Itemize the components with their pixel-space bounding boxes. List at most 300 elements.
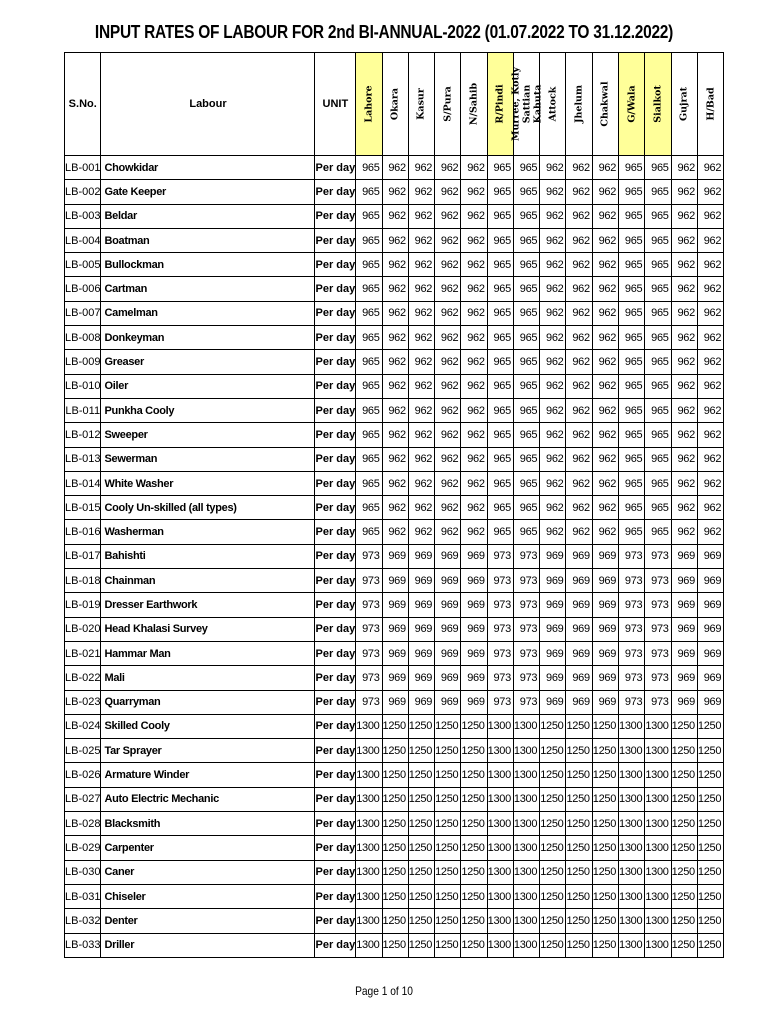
serial-number: LB-018 (65, 569, 101, 593)
rate-cell: 962 (592, 204, 618, 228)
rate-cell: 1250 (461, 909, 487, 933)
rate-cell: 1250 (540, 714, 566, 738)
rate-cell: 965 (487, 180, 513, 204)
city-header-label: Attock (547, 86, 559, 122)
rate-cell: 969 (671, 641, 697, 665)
rate-cell: 1250 (461, 739, 487, 763)
rate-cell: 969 (461, 569, 487, 593)
rate-cell: 965 (513, 277, 539, 301)
rate-cell: 962 (540, 423, 566, 447)
rate-cell: 962 (697, 423, 723, 447)
rate-cell: 1300 (645, 933, 671, 957)
unit-cell: Per day (315, 374, 356, 398)
rate-cell: 965 (487, 398, 513, 422)
city-header (645, 53, 671, 156)
page-footer: Page 1 of 10 (355, 984, 413, 998)
rate-cell: 965 (356, 204, 382, 228)
unit-cell: Per day (315, 836, 356, 860)
rate-cell: 962 (435, 301, 461, 325)
rate-cell: 962 (592, 277, 618, 301)
rate-cell: 973 (645, 666, 671, 690)
rate-cell: 1250 (671, 739, 697, 763)
table-row (65, 909, 724, 933)
rate-cell: 965 (513, 350, 539, 374)
rate-cell: 962 (566, 301, 592, 325)
rate-cell: 965 (513, 180, 539, 204)
rate-cell: 1300 (356, 787, 382, 811)
rate-cell: 962 (382, 471, 408, 495)
labour-name: Blacksmith (101, 812, 315, 836)
rate-cell: 969 (592, 666, 618, 690)
rate-cell: 973 (645, 569, 671, 593)
rate-cell: 962 (382, 204, 408, 228)
rate-cell: 962 (408, 204, 434, 228)
rate-cell: 1250 (382, 884, 408, 908)
rate-cell: 969 (671, 593, 697, 617)
rate-cell: 962 (540, 228, 566, 252)
serial-number: LB-025 (65, 739, 101, 763)
rate-cell: 973 (356, 690, 382, 714)
rate-cell: 962 (382, 301, 408, 325)
rate-cell: 962 (671, 350, 697, 374)
rate-cell: 1250 (461, 714, 487, 738)
rate-cell: 962 (671, 471, 697, 495)
rate-cell: 1250 (408, 933, 434, 957)
rate-cell: 973 (356, 544, 382, 568)
rate-cell: 965 (619, 156, 645, 180)
table-row (65, 180, 724, 204)
rate-cell: 965 (356, 350, 382, 374)
rate-cell: 965 (619, 350, 645, 374)
rate-cell: 969 (461, 617, 487, 641)
table-row (65, 156, 724, 180)
rate-cell: 1250 (671, 909, 697, 933)
labour-name: Beldar (101, 204, 315, 228)
rate-cell: 1300 (487, 812, 513, 836)
rate-cell: 965 (513, 447, 539, 471)
rate-cell: 965 (645, 423, 671, 447)
rate-cell: 965 (619, 253, 645, 277)
rate-cell: 969 (435, 544, 461, 568)
rate-cell: 1300 (356, 739, 382, 763)
unit-cell: Per day (315, 423, 356, 447)
rate-cell: 965 (487, 423, 513, 447)
rate-cell: 1250 (697, 933, 723, 957)
rate-cell: 969 (408, 617, 434, 641)
rate-cell: 1250 (435, 739, 461, 763)
rate-cell: 965 (619, 423, 645, 447)
rate-cell: 969 (540, 641, 566, 665)
rate-cell: 962 (566, 180, 592, 204)
rate-cell: 1250 (540, 909, 566, 933)
unit-cell: Per day (315, 641, 356, 665)
rate-cell: 1250 (435, 787, 461, 811)
rate-cell: 1250 (408, 860, 434, 884)
rate-cell: 965 (513, 253, 539, 277)
rate-cell: 1250 (592, 763, 618, 787)
rate-cell: 973 (356, 593, 382, 617)
rate-cell: 969 (435, 690, 461, 714)
rate-cell: 1250 (671, 933, 697, 957)
rate-cell: 1300 (619, 787, 645, 811)
unit-cell: Per day (315, 569, 356, 593)
rate-cell: 1300 (487, 860, 513, 884)
labour-name: Hammar Man (101, 641, 315, 665)
serial-number: LB-010 (65, 374, 101, 398)
rate-cell: 1300 (645, 909, 671, 933)
rate-cell: 965 (356, 374, 382, 398)
city-header-label: N/Sahib (468, 82, 480, 126)
labour-name: Skilled Cooly (101, 714, 315, 738)
table-row (65, 739, 724, 763)
serial-number: LB-011 (65, 398, 101, 422)
unit-cell: Per day (315, 520, 356, 544)
rate-cell: 1250 (592, 714, 618, 738)
table-row (65, 471, 724, 495)
table-row (65, 496, 724, 520)
rate-cell: 1250 (382, 739, 408, 763)
rate-cell: 973 (645, 641, 671, 665)
rate-cell: 965 (619, 228, 645, 252)
rate-cell: 962 (461, 180, 487, 204)
rate-cell: 1300 (356, 909, 382, 933)
rate-cell: 1300 (619, 933, 645, 957)
rate-cell: 965 (645, 496, 671, 520)
rate-cell: 962 (408, 520, 434, 544)
rate-cell: 965 (356, 277, 382, 301)
rate-cell: 1300 (645, 787, 671, 811)
rate-cell: 965 (487, 374, 513, 398)
rate-cell: 962 (435, 326, 461, 350)
rate-cell: 962 (382, 156, 408, 180)
serial-number: LB-029 (65, 836, 101, 860)
rate-cell: 965 (356, 520, 382, 544)
page-title: INPUT RATES OF LABOUR FOR 2nd BI-ANNUAL-2022 (01.07.2022 TO 31.12.2022) (94, 22, 674, 42)
rate-cell: 962 (461, 398, 487, 422)
rate-cell: 1250 (382, 860, 408, 884)
table-row (65, 423, 724, 447)
rate-cell: 1250 (461, 787, 487, 811)
labour-name: Auto Electric Mechanic (101, 787, 315, 811)
rate-cell: 962 (697, 156, 723, 180)
rate-cell: 1250 (435, 933, 461, 957)
rate-cell: 1250 (382, 812, 408, 836)
rate-cell: 1300 (645, 884, 671, 908)
labour-name: Punkha Cooly (101, 398, 315, 422)
rate-cell: 1250 (592, 787, 618, 811)
rate-cell: 973 (619, 544, 645, 568)
rate-cell: 965 (645, 326, 671, 350)
rate-cell: 1250 (671, 763, 697, 787)
rate-cell: 965 (487, 204, 513, 228)
serial-number: LB-022 (65, 666, 101, 690)
rate-cell: 962 (540, 156, 566, 180)
rate-cell: 1300 (619, 836, 645, 860)
unit-cell: Per day (315, 204, 356, 228)
rate-cell: 962 (540, 520, 566, 544)
table-row (65, 617, 724, 641)
rate-cell: 969 (566, 617, 592, 641)
city-header (697, 53, 723, 156)
rate-cell: 962 (461, 204, 487, 228)
rate-cell: 969 (435, 641, 461, 665)
rate-cell: 969 (566, 690, 592, 714)
serial-number: LB-008 (65, 326, 101, 350)
rate-cell: 962 (461, 350, 487, 374)
city-header (540, 53, 566, 156)
serial-number: LB-005 (65, 253, 101, 277)
rate-cell: 962 (671, 156, 697, 180)
rate-cell: 965 (645, 374, 671, 398)
table-body (65, 156, 724, 958)
unit-cell: Per day (315, 763, 356, 787)
rate-cell: 962 (671, 204, 697, 228)
table-row (65, 787, 724, 811)
rate-cell: 969 (461, 593, 487, 617)
rate-cell: 1300 (513, 933, 539, 957)
rate-cell: 1250 (566, 763, 592, 787)
rate-cell: 1250 (435, 763, 461, 787)
rate-cell: 1250 (435, 909, 461, 933)
rate-cell: 973 (487, 666, 513, 690)
rate-cell: 1250 (592, 860, 618, 884)
rate-cell: 962 (408, 180, 434, 204)
rate-cell: 965 (356, 253, 382, 277)
rate-cell: 962 (461, 156, 487, 180)
rate-cell: 962 (461, 496, 487, 520)
rate-cell: 969 (461, 690, 487, 714)
rate-cell: 969 (540, 690, 566, 714)
rate-cell: 969 (592, 593, 618, 617)
rate-cell: 1250 (408, 836, 434, 860)
rate-cell: 962 (461, 326, 487, 350)
city-header-label: Lahore (363, 85, 375, 123)
labour-name: Carpenter (101, 836, 315, 860)
rate-cell: 1300 (356, 884, 382, 908)
city-header (487, 53, 513, 156)
unit-cell: Per day (315, 666, 356, 690)
rate-cell: 962 (697, 301, 723, 325)
unit-cell: Per day (315, 812, 356, 836)
rate-cell: 969 (697, 641, 723, 665)
rate-cell: 969 (408, 593, 434, 617)
city-header (566, 53, 592, 156)
unit-cell: Per day (315, 884, 356, 908)
rate-cell: 1250 (540, 860, 566, 884)
rate-cell: 1300 (356, 933, 382, 957)
rate-cell: 969 (382, 690, 408, 714)
city-header-label: Jhelum (573, 84, 585, 124)
rate-cell: 962 (382, 496, 408, 520)
labour-name: Gate Keeper (101, 180, 315, 204)
rate-cell: 1250 (435, 884, 461, 908)
rate-cell: 962 (461, 374, 487, 398)
table-row (65, 447, 724, 471)
rate-cell: 962 (540, 447, 566, 471)
rate-cell: 969 (461, 544, 487, 568)
rate-cell: 965 (645, 180, 671, 204)
rate-cell: 962 (671, 423, 697, 447)
city-header-label: S/Pura (442, 86, 454, 122)
rate-cell: 962 (566, 253, 592, 277)
rate-cell: 969 (408, 666, 434, 690)
rate-cell: 965 (513, 204, 539, 228)
rate-cell: 973 (487, 593, 513, 617)
rate-cell: 962 (540, 326, 566, 350)
table-row (65, 544, 724, 568)
rate-cell: 969 (671, 544, 697, 568)
rate-cell: 1250 (697, 787, 723, 811)
rate-cell: 965 (356, 471, 382, 495)
serial-number: LB-012 (65, 423, 101, 447)
rate-cell: 1300 (645, 812, 671, 836)
rate-cell: 1300 (356, 714, 382, 738)
rate-cell: 962 (671, 520, 697, 544)
rate-cell: 969 (592, 641, 618, 665)
rate-cell: 962 (592, 423, 618, 447)
rate-cell: 1250 (408, 812, 434, 836)
rate-cell: 965 (487, 277, 513, 301)
rate-cell: 1250 (566, 739, 592, 763)
labour-name: Denter (101, 909, 315, 933)
city-header-label: H/Bad (705, 87, 717, 121)
rate-cell: 969 (566, 666, 592, 690)
unit-header: UNIT (315, 53, 356, 156)
rate-cell: 962 (382, 228, 408, 252)
sno-header: S.No. (65, 53, 101, 156)
serial-number: LB-015 (65, 496, 101, 520)
rate-cell: 969 (697, 569, 723, 593)
rate-cell: 962 (382, 277, 408, 301)
rate-cell: 1250 (697, 714, 723, 738)
rate-cell: 1250 (435, 860, 461, 884)
rate-cell: 969 (382, 617, 408, 641)
unit-cell: Per day (315, 617, 356, 641)
labour-name: Donkeyman (101, 326, 315, 350)
rate-cell: 969 (408, 569, 434, 593)
rate-cell: 973 (645, 593, 671, 617)
rate-cell: 962 (540, 301, 566, 325)
table-row (65, 641, 724, 665)
rate-cell: 962 (697, 204, 723, 228)
rate-cell: 962 (461, 520, 487, 544)
rate-cell: 962 (461, 447, 487, 471)
rate-cell: 965 (356, 156, 382, 180)
rate-cell: 962 (408, 374, 434, 398)
labour-name: Cartman (101, 277, 315, 301)
rate-cell: 965 (513, 471, 539, 495)
rate-cell: 965 (645, 228, 671, 252)
rate-cell: 962 (435, 374, 461, 398)
rate-cell: 965 (487, 253, 513, 277)
serial-number: LB-013 (65, 447, 101, 471)
rate-cell: 962 (382, 326, 408, 350)
rate-cell: 965 (356, 326, 382, 350)
rate-cell: 969 (382, 593, 408, 617)
unit-cell: Per day (315, 690, 356, 714)
city-header-label: Gujrat (678, 86, 690, 122)
unit-cell: Per day (315, 350, 356, 374)
rate-cell: 1300 (619, 714, 645, 738)
rate-cell: 1250 (697, 812, 723, 836)
rate-cell: 965 (513, 301, 539, 325)
rate-cell: 1250 (461, 860, 487, 884)
rate-cell: 965 (487, 496, 513, 520)
unit-cell: Per day (315, 593, 356, 617)
rate-cell: 965 (645, 447, 671, 471)
rate-cell: 969 (382, 544, 408, 568)
rate-cell: 962 (671, 301, 697, 325)
rate-cell: 962 (540, 253, 566, 277)
rate-cell: 1300 (356, 860, 382, 884)
rate-cell: 962 (540, 204, 566, 228)
rate-cell: 1250 (461, 933, 487, 957)
table-row (65, 593, 724, 617)
table-row (65, 714, 724, 738)
rate-cell: 965 (645, 350, 671, 374)
rate-cell: 965 (645, 301, 671, 325)
rate-cell: 1300 (513, 836, 539, 860)
rate-cell: 1300 (619, 884, 645, 908)
serial-number: LB-014 (65, 471, 101, 495)
unit-cell: Per day (315, 398, 356, 422)
rate-cell: 962 (408, 156, 434, 180)
rate-cell: 962 (566, 350, 592, 374)
rate-cell: 962 (435, 496, 461, 520)
serial-number: LB-020 (65, 617, 101, 641)
rate-cell: 973 (619, 593, 645, 617)
rate-cell: 1300 (487, 933, 513, 957)
rate-cell: 969 (540, 569, 566, 593)
rate-cell: 962 (697, 447, 723, 471)
rate-cell: 962 (408, 350, 434, 374)
rate-cell: 962 (697, 374, 723, 398)
unit-cell: Per day (315, 253, 356, 277)
rate-cell: 965 (487, 156, 513, 180)
unit-cell: Per day (315, 277, 356, 301)
rate-cell: 965 (356, 423, 382, 447)
rate-cell: 973 (619, 641, 645, 665)
serial-number: LB-006 (65, 277, 101, 301)
unit-cell: Per day (315, 471, 356, 495)
rate-cell: 965 (619, 326, 645, 350)
rate-cell: 973 (487, 641, 513, 665)
rate-cell: 962 (697, 398, 723, 422)
labour-name: White Washer (101, 471, 315, 495)
rate-cell: 1300 (645, 763, 671, 787)
rate-cell: 969 (566, 641, 592, 665)
rate-cell: 1300 (619, 812, 645, 836)
rate-cell: 962 (540, 277, 566, 301)
rate-cell: 1300 (487, 714, 513, 738)
rate-cell: 965 (356, 496, 382, 520)
rate-cell: 962 (566, 496, 592, 520)
rate-cell: 1250 (671, 836, 697, 860)
unit-cell: Per day (315, 787, 356, 811)
rate-cell: 962 (540, 471, 566, 495)
serial-number: LB-007 (65, 301, 101, 325)
rate-cell: 969 (671, 569, 697, 593)
serial-number: LB-009 (65, 350, 101, 374)
rate-cell: 1250 (540, 836, 566, 860)
rate-cell: 1250 (382, 714, 408, 738)
labour-name: Chowkidar (101, 156, 315, 180)
rate-cell: 1250 (566, 884, 592, 908)
city-header (619, 53, 645, 156)
rate-cell: 962 (382, 423, 408, 447)
labour-name: Camelman (101, 301, 315, 325)
labour-name: Greaser (101, 350, 315, 374)
